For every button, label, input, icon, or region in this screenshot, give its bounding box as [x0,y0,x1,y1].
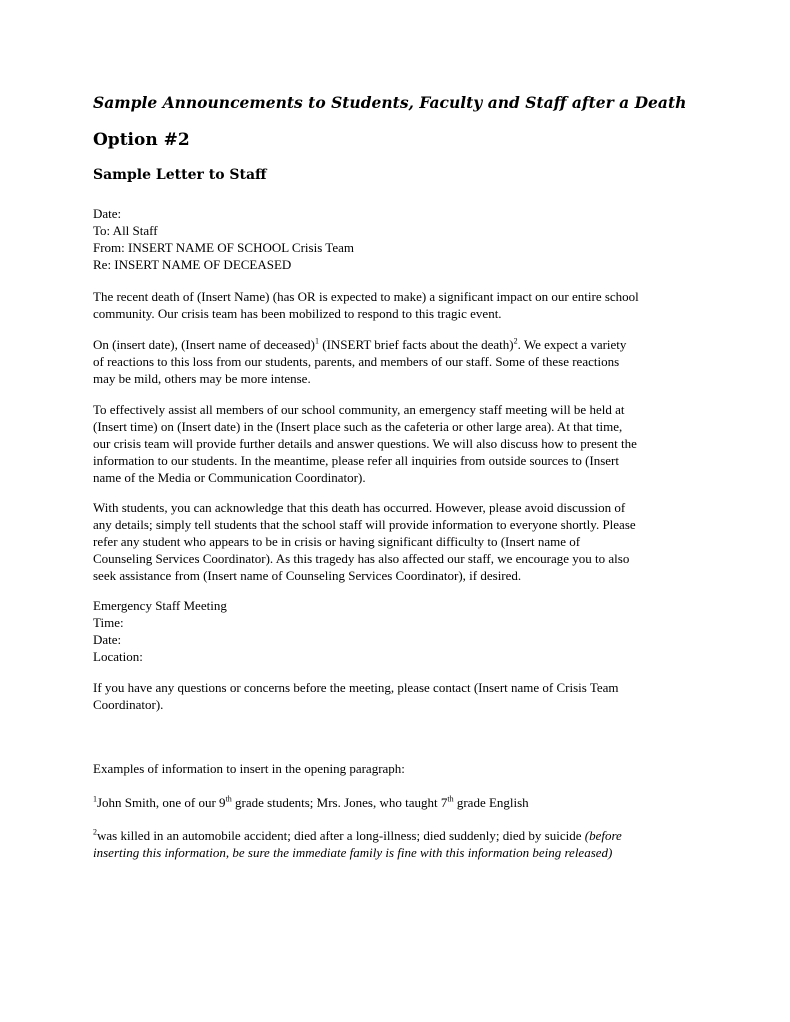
italic-note: (before [584,828,622,843]
ordinal-suffix: th [225,794,232,804]
paragraph-line: If you have any questions or concerns before the meeting, please contact (Insert name of Crisis Team [93,680,619,695]
from-line: From: INSERT NAME OF SCHOOL Crisis Team [93,240,354,255]
footnote-ref-2: 2 [513,336,518,346]
footnote-ref-1: 1 [314,336,319,346]
text-segment: was killed in an automobile accident; died after a long-illness; died suddenly; died by suicide [97,828,585,843]
paragraph-line: seek assistance from (Insert name of Counseling Services Coordinator), if desired. [93,568,522,583]
text-segment: grade students; Mrs. Jones, who taught 7 [231,795,448,810]
letter-heading: Sample Letter to Staff [93,167,267,183]
paragraph-line: community. Our crisis team has been mobilized to respond to this tragic event. [93,306,502,321]
paragraph-line: name of the Media or Communication Coordinator). [93,470,366,485]
option-heading: Option #2 [93,130,190,150]
example-footnote-2 [93,827,703,861]
document-title: Sample Announcements to Students, Faculty and Staff after a Death [93,93,687,112]
text-segment: John Smith, one of our 9 [97,795,226,810]
paragraph-facts [93,336,703,387]
meeting-details [93,597,703,665]
to-line: To: All Staff [93,223,158,238]
paragraph-line: refer any student who appears to be in crisis or having significant difficulty to (Insert name of [93,534,581,549]
examples-intro [93,760,703,777]
footnote-marker-1: 1 [93,794,97,804]
text-segment: On (insert date), (Insert name of deceased) [93,337,315,352]
paragraph-meeting-notice [93,401,703,486]
example-footnote-1 [93,794,703,811]
letter-header [93,205,703,273]
footnote-marker-2: 2 [93,827,97,837]
paragraph-line: Counseling Services Coordinator). As this tragedy has also affected our staff, we encourage you to also [93,551,630,566]
example-line [93,827,703,844]
paragraph-line: To effectively assist all members of our school community, an emergency staff meeting will be held at [93,402,625,417]
paragraph-contact [93,679,703,713]
paragraph-line: Coordinator). [93,697,164,712]
date-line: Date: [93,206,122,221]
meeting-location-label: Location: [93,649,143,664]
ordinal-suffix: th [447,794,454,804]
text-segment: . We expect a variety [517,337,627,352]
paragraph-line: may be mild, others may be more intense. [93,371,311,386]
meeting-date-label: Date: [93,632,122,647]
text-segment: (INSERT brief facts about the death) [318,337,514,352]
paragraph-line: information to our students. In the meantime, please refer all inquiries from outside sources to (Insert [93,453,619,468]
paragraph-line: The recent death of (Insert Name) (has OR is expected to make) a significant impact on our entire school [93,289,639,304]
italic-note-line: inserting this information, be sure the immediate family is fine with this information being released) [93,845,613,860]
paragraph-student-guidance [93,499,703,584]
example-line [93,794,703,811]
meeting-title: Emergency Staff Meeting [93,598,227,613]
examples-intro-text: Examples of information to insert in the opening paragraph: [93,761,405,776]
meeting-time-label: Time: [93,615,124,630]
paragraph-line: our crisis team will provide further details and answer questions. We will also discuss how to present the [93,436,637,451]
paragraph-line: any details; simply tell students that the school staff will provide information to everyone shortly. Please [93,517,636,532]
paragraph-line: With students, you can acknowledge that this death has occurred. However, please avoid discussion of [93,500,626,515]
paragraph-intro [93,288,703,322]
text-segment: grade English [453,795,529,810]
paragraph-line [93,336,703,353]
re-line: Re: INSERT NAME OF DECEASED [93,257,292,272]
paragraph-line: of reactions to this loss from our students, parents, and members of our staff. Some of these reactions [93,354,620,369]
paragraph-line: (Insert time) on (Insert date) in the (Insert place such as the cafeteria or other large area). At that time, [93,419,623,434]
